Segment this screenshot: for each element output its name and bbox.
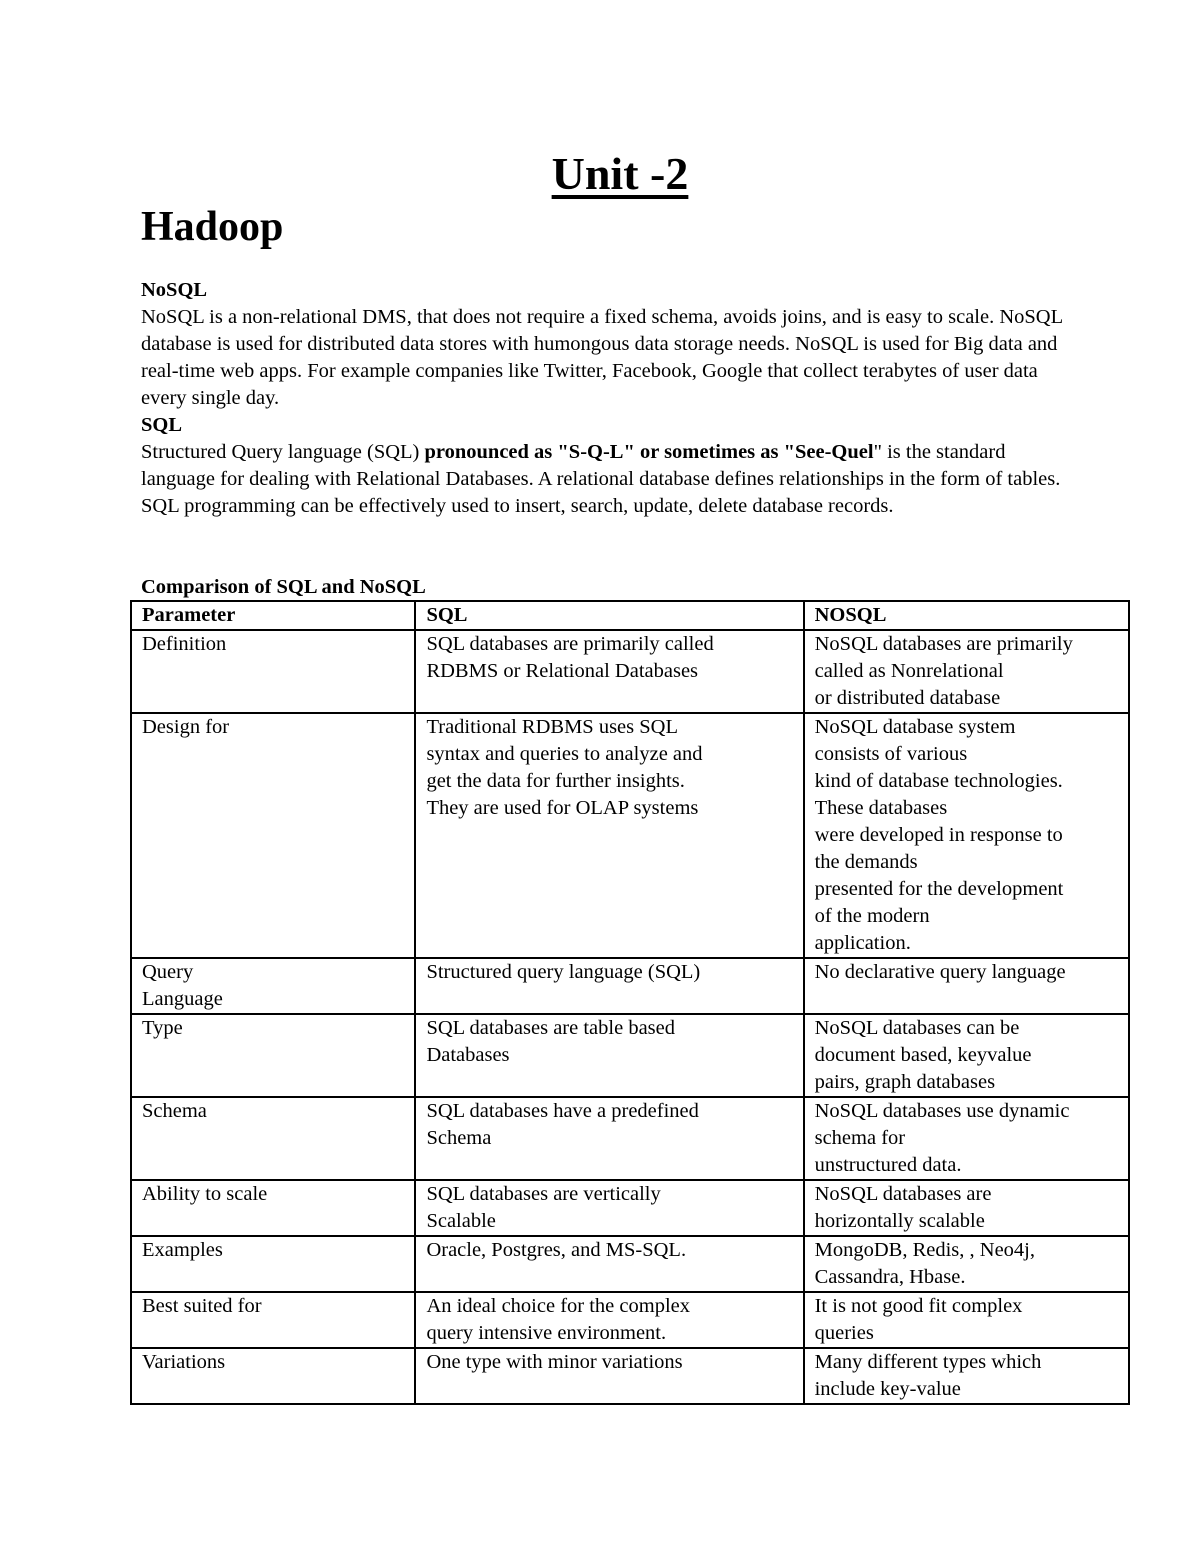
table-row: [131, 1348, 1129, 1404]
cell-line: horizontally scalable: [814, 1210, 985, 1232]
cell-line: queries: [814, 1322, 874, 1344]
table-cell-nosql: [804, 713, 1129, 958]
cell-line: Definition: [142, 633, 227, 655]
cell-line: One type with minor variations: [426, 1351, 683, 1373]
cell-line: Ability to scale: [142, 1183, 268, 1205]
header-sql: SQL: [415, 601, 803, 630]
table-cell-sql: [415, 1014, 803, 1097]
cell-line: presented for the development: [814, 878, 1064, 900]
cell-line: Variations: [142, 1351, 226, 1373]
sql-paragraph: [141, 439, 1071, 493]
comparison-table: [130, 600, 1130, 1405]
sql-paragraph-2: SQL programming can be effectively used to insert, search, update, delete database records.: [141, 495, 894, 517]
table-cell-sql: [415, 1292, 803, 1348]
cell-line: An ideal choice for the complex: [426, 1295, 690, 1317]
cell-line: Scalable: [426, 1210, 496, 1232]
table-cell-parameter: [131, 1292, 415, 1348]
table-cell-parameter: [131, 958, 415, 1014]
table-header-row: [131, 601, 1129, 630]
cell-line: These databases: [814, 797, 948, 819]
table-row: [131, 630, 1129, 713]
cell-line: Best suited for: [142, 1295, 262, 1317]
cell-line: It is not good fit complex: [814, 1295, 1023, 1317]
table-cell-parameter: [131, 1236, 415, 1292]
table-cell-nosql: [804, 1236, 1129, 1292]
table-cell-nosql: [804, 1180, 1129, 1236]
table-cell-sql: [415, 958, 803, 1014]
cell-line: Many different types which: [814, 1351, 1042, 1373]
cell-line: Traditional RDBMS uses SQL: [426, 716, 678, 738]
table-cell-parameter: [131, 1348, 415, 1404]
table-cell-sql: [415, 1236, 803, 1292]
cell-line: SQL databases are primarily called: [426, 633, 714, 655]
cell-line: Language: [142, 988, 223, 1010]
cell-line: Databases: [426, 1044, 510, 1066]
cell-line: syntax and queries to analyze and: [426, 743, 703, 765]
cell-line: NoSQL databases are: [814, 1183, 992, 1205]
cell-line: Cassandra, Hbase.: [814, 1266, 966, 1288]
intro-section: [141, 277, 1071, 520]
table-cell-sql: [415, 713, 803, 958]
cell-line: unstructured data.: [814, 1154, 962, 1176]
table-cell-parameter: [131, 630, 415, 713]
nosql-paragraph: NoSQL is a non-relational DMS, that does not require a fixed schema, avoids joins, and is easy to scale. NoSQL database is used for distributed data stores with humongous data storage needs. NoSQL is used for Big data and real-time web apps. For example companies like Twitter, Facebook, Google that collect terabytes of user data every single day.: [141, 306, 1063, 409]
cell-line: Schema: [426, 1127, 492, 1149]
cell-line: document based, keyvalue: [814, 1044, 1032, 1066]
sql-paragraph-rest: " is the standard language for dealing with Relational Databases. A relational database defines relationships in the form of tables.: [141, 441, 1061, 490]
cell-line: MongoDB, Redis, , Neo4j,: [814, 1239, 1035, 1261]
cell-line: application.: [814, 932, 911, 954]
cell-line: Schema: [142, 1100, 207, 1122]
cell-line: Examples: [142, 1239, 223, 1261]
table-body: [131, 630, 1129, 1404]
cell-line: NoSQL databases use dynamic: [814, 1100, 1070, 1122]
nosql-heading: NoSQL: [141, 279, 208, 301]
sql-heading: SQL: [141, 414, 183, 436]
cell-line: NoSQL database system: [814, 716, 1016, 738]
cell-line: NoSQL databases can be: [814, 1017, 1020, 1039]
table-row: [131, 713, 1129, 958]
cell-line: Structured query language (SQL): [426, 961, 701, 983]
cell-line: Design for: [142, 716, 230, 738]
cell-line: SQL databases are table based: [426, 1017, 675, 1039]
unit-title: Unit -2: [551, 148, 689, 199]
cell-line: SQL databases have a predefined: [426, 1100, 699, 1122]
table-cell-nosql: [804, 630, 1129, 713]
cell-line: schema for: [814, 1127, 906, 1149]
cell-line: query intensive environment.: [426, 1322, 667, 1344]
cell-line: kind of database technologies.: [814, 770, 1063, 792]
cell-line: include key-value: [814, 1378, 961, 1400]
cell-line: SQL databases are vertically: [426, 1183, 661, 1205]
cell-line: the demands: [814, 851, 918, 873]
table-cell-sql: [415, 1097, 803, 1180]
cell-line: RDBMS or Relational Databases: [426, 660, 699, 682]
table-cell-sql: [415, 1348, 803, 1404]
table-cell-sql: [415, 1180, 803, 1236]
table-row: [131, 1292, 1129, 1348]
cell-line: were developed in response to: [814, 824, 1063, 846]
sql-paragraph-start: Structured Query language (SQL): [141, 441, 425, 463]
header-nosql: NOSQL: [804, 601, 1129, 630]
table-cell-nosql: [804, 1097, 1129, 1180]
table-row: [131, 1180, 1129, 1236]
table-row: [131, 958, 1129, 1014]
table-cell-nosql: [804, 1292, 1129, 1348]
cell-line: Query: [142, 961, 194, 983]
table-cell-nosql: [804, 1348, 1129, 1404]
comparison-heading: Comparison of SQL and NoSQL: [141, 576, 426, 598]
table-row: [131, 1097, 1129, 1180]
cell-line: Type: [142, 1017, 183, 1039]
table-cell-sql: [415, 630, 803, 713]
table-row: [131, 1236, 1129, 1292]
table-cell-parameter: [131, 1014, 415, 1097]
table-cell-parameter: [131, 713, 415, 958]
cell-line: No declarative query language: [814, 961, 1066, 983]
cell-line: Oracle, Postgres, and MS-SQL.: [426, 1239, 687, 1261]
cell-line: consists of various: [814, 743, 968, 765]
table-cell-parameter: [131, 1097, 415, 1180]
cell-line: get the data for further insights.: [426, 770, 685, 792]
table-cell-nosql: [804, 958, 1129, 1014]
cell-line: pairs, graph databases: [814, 1071, 996, 1093]
sql-pronunciation: pronounced as "S-Q-L" or sometimes as "See-Quel: [424, 441, 874, 463]
table-row: [131, 1014, 1129, 1097]
table-cell-parameter: [131, 1180, 415, 1236]
table-cell-nosql: [804, 1014, 1129, 1097]
header-parameter: Parameter: [131, 601, 415, 630]
cell-line: called as Nonrelational: [814, 660, 1004, 682]
cell-line: of the modern: [814, 905, 930, 927]
cell-line: NoSQL databases are primarily: [814, 633, 1073, 655]
cell-line: They are used for OLAP systems: [426, 797, 699, 819]
cell-line: or distributed database: [814, 687, 1001, 709]
subject-title: Hadoop: [141, 204, 284, 250]
